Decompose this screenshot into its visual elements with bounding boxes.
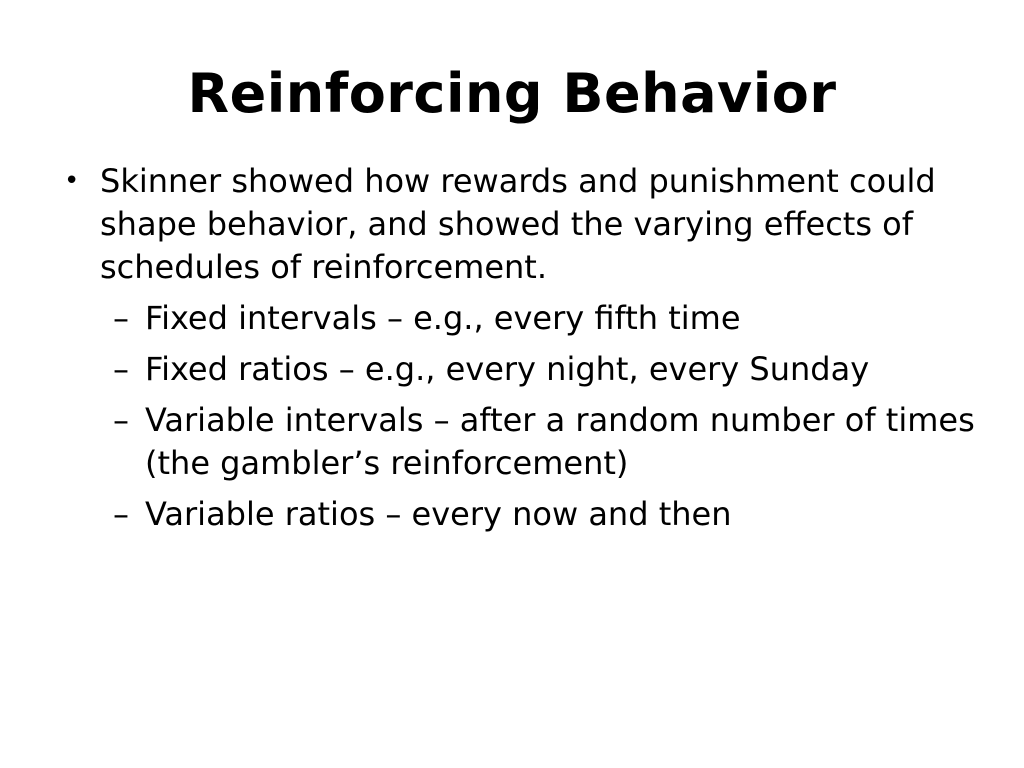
bullet-item xyxy=(58,160,978,289)
sub-bullet-item xyxy=(113,348,978,391)
bullet-icon: • xyxy=(64,166,80,196)
dash-icon: – xyxy=(113,401,129,439)
sub-bullet-text: Fixed ratios – e.g., every night, every Sunday xyxy=(145,350,870,388)
sub-bullet-item xyxy=(113,399,978,485)
slide-body xyxy=(58,160,978,544)
slide-title: Reinforcing Behavior xyxy=(187,62,837,125)
dash-icon: – xyxy=(113,495,129,533)
sub-bullet-text: Fixed intervals – e.g., every fifth time xyxy=(145,299,741,337)
sub-bullet-text: Variable ratios – every now and then xyxy=(145,495,732,533)
bullet-text: Skinner showed how rewards and punishment could shape behavior, and showed the varying effects of schedules of reinforcement. xyxy=(100,162,936,286)
sub-bullet-text: Variable intervals – after a random number of times (the gambler’s reinforcement) xyxy=(145,401,975,482)
sub-bullet-list xyxy=(58,297,978,536)
dash-icon: – xyxy=(113,350,129,388)
sub-bullet-item xyxy=(113,493,978,536)
dash-icon: – xyxy=(113,299,129,337)
sub-bullet-item xyxy=(113,297,978,340)
